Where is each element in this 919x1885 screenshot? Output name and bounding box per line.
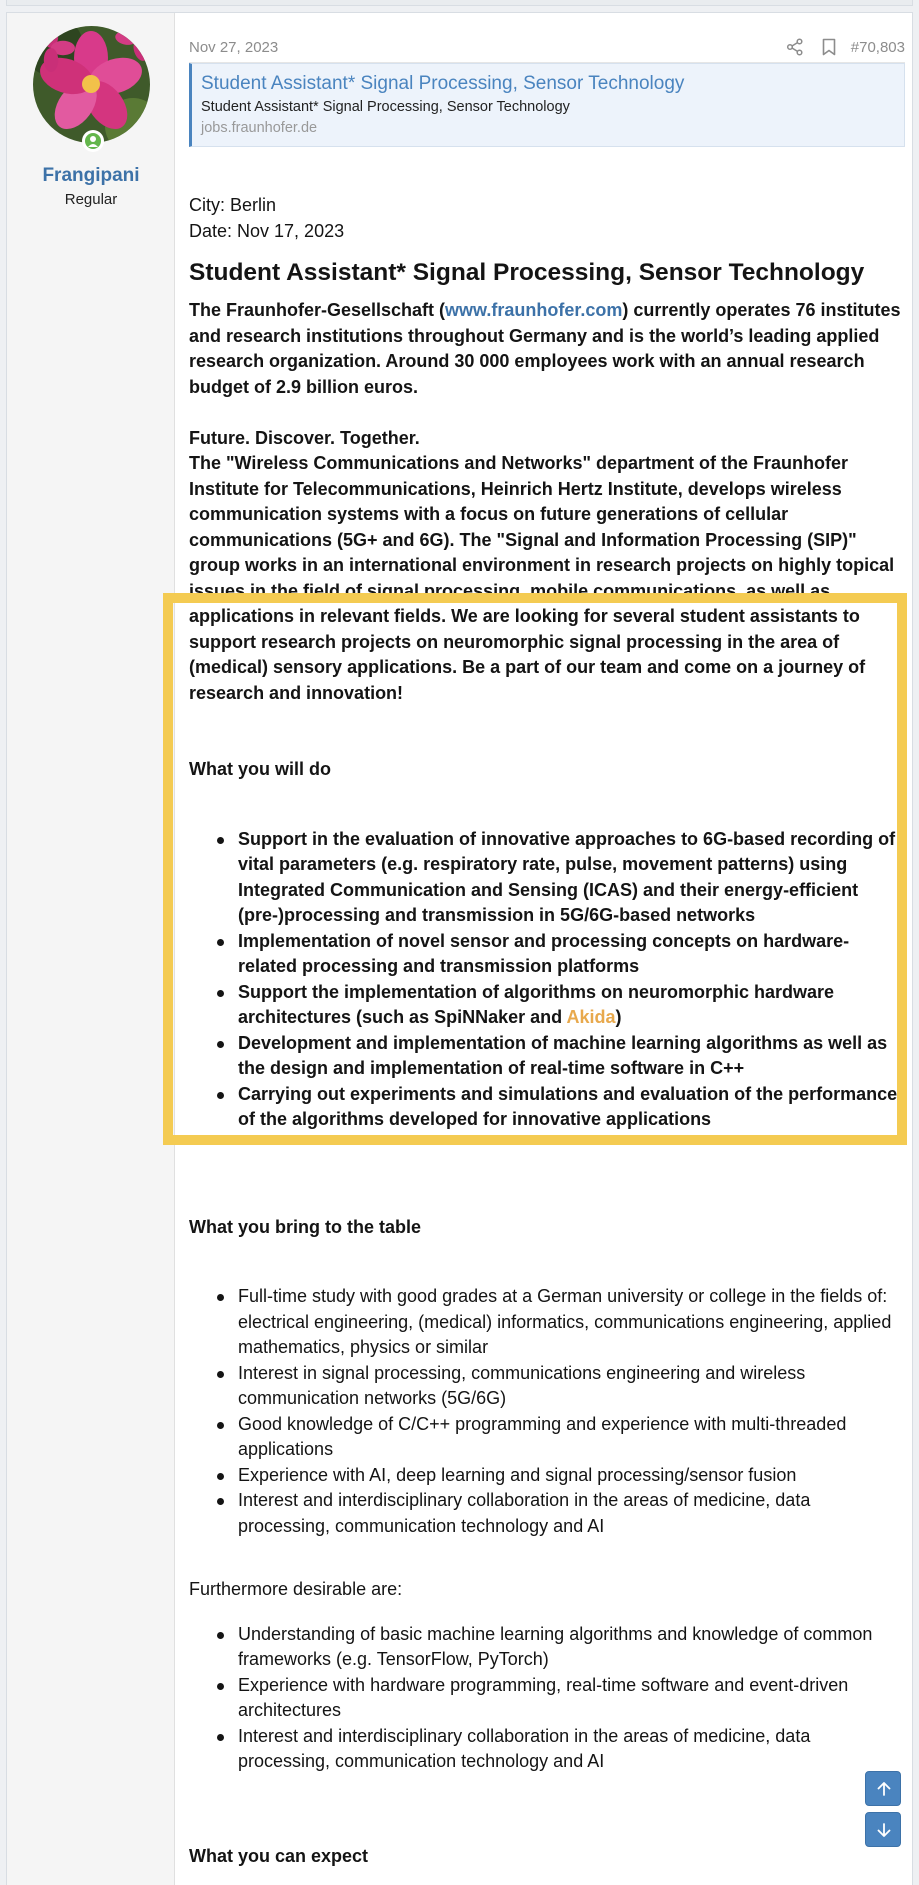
section-heading-bring: What you bring to the table	[189, 1216, 421, 1237]
list-item	[189, 980, 905, 1031]
bookmark-icon[interactable]	[821, 38, 837, 56]
job-heading: Student Assistant* Signal Processing, Sensor Technology	[189, 259, 865, 286]
intro-paragraph	[189, 298, 905, 400]
tagline: Future. Discover. Together.	[189, 427, 420, 448]
user-info-column	[7, 13, 175, 1885]
link-preview-card[interactable]	[189, 63, 905, 147]
bring-list	[189, 1284, 905, 1539]
online-status-icon	[82, 130, 104, 152]
job-city: City: Berlin	[189, 195, 277, 215]
share-icon[interactable]	[786, 38, 804, 56]
list-item: Interest and interdisciplinary collaboration in the areas of medicine, data processing, communication technology and AI	[189, 1488, 905, 1539]
list-item-text: Support the implementation of algorithms on neuromorphic hardware architectures (such as SpiNNaker and	[238, 981, 835, 1027]
link-preview-description: Student Assistant* Signal Processing, Sensor Technology	[201, 99, 570, 115]
desirable-list	[189, 1622, 905, 1775]
arrow-up-icon	[875, 1780, 893, 1798]
list-item: Interest and interdisciplinary collaboration in the areas of medicine, data processing, communication technology and AI	[189, 1724, 905, 1775]
list-item: Interest in signal processing, communications engineering and wireless communication networks (5G/6G)	[189, 1361, 905, 1412]
scroll-to-top-button[interactable]	[865, 1771, 901, 1806]
section-heading-expect: What you can expect	[189, 1845, 369, 1866]
post-meta-bar	[189, 27, 905, 63]
post-number-link[interactable]: #70,803	[850, 39, 905, 56]
intro-text-end: ) currently operates 76 institutes and research institutions throughout Germany and is the world’s leading applied research organization. Around 30 000 employees work with an annual research budget of 2.9 billion euros.	[189, 300, 901, 397]
arrow-down-icon	[875, 1821, 893, 1839]
list-item: Implementation of novel sensor and processing concepts on hardware-related processing and transmission platforms	[189, 929, 905, 980]
list-item: Development and implementation of machine learning algorithms as well as the design and implementation of real-time software in C++	[189, 1031, 905, 1082]
link-preview-title[interactable]: Student Assistant* Signal Processing, Sensor Technology	[201, 73, 685, 94]
link-preview-domain: jobs.fraunhofer.de	[201, 120, 318, 136]
intro-text-start: The Fraunhofer-Gesellschaft (	[189, 300, 446, 320]
post-date[interactable]: Nov 27, 2023	[189, 39, 279, 56]
previous-post-edge	[6, 0, 913, 6]
job-date: Date: Nov 17, 2023	[189, 220, 345, 241]
department-paragraph: The "Wireless Communications and Networks" department of the Fraunhofer Institute for Telecommunications, Heinrich Hertz Institute, develops wireless communication systems with a focus on future generations of cellular communications (5G+ and 6G). The "Signal and Information Processing (SIP)" group works in an international environment in research projects on highly topical issues in the field of signal processing, mobile communications, as well as applications in relevant fields. We are looking for several student assistants to support research projects on neuromorphic signal processing in the area of (medical) sensory applications. Be a part of our team and come on a journey of research and innovation!	[189, 453, 895, 703]
avatar[interactable]	[33, 26, 150, 143]
user-title: Regular	[64, 191, 118, 208]
list-item: Carrying out experiments and simulations and evaluation of the performance of the algorithms developed for innovative applications	[189, 1082, 905, 1133]
list-item: Understanding of basic machine learning algorithms and knowledge of common frameworks (e.g. TensorFlow, PyTorch)	[189, 1622, 905, 1673]
section-heading-desirable: Furthermore desirable are:	[189, 1579, 403, 1599]
section-heading-do: What you will do	[189, 759, 331, 779]
forum-post	[6, 12, 913, 1885]
list-item: Experience with hardware programming, real-time software and event-driven architectures	[189, 1673, 905, 1724]
do-list	[189, 827, 905, 1133]
list-item-text: )	[615, 1007, 622, 1027]
list-item: Support in the evaluation of innovative approaches to 6G-based recording of vital parameters (e.g. respiratory rate, pulse, movement patterns) using Integrated Communication and Sensing (ICAS) and their energy-efficient (pre-)processing and transmission in 5G/6G-based networks	[189, 827, 905, 929]
frangipani-flower-image	[33, 26, 150, 143]
list-item: Good knowledge of C/C++ programming and experience with multi-threaded applications	[189, 1412, 905, 1463]
username-link[interactable]: Frangipani	[42, 165, 140, 186]
list-item: Experience with AI, deep learning and signal processing/sensor fusion	[189, 1463, 905, 1489]
post-body	[189, 193, 905, 1869]
list-item: Full-time study with good grades at a German university or college in the fields of: electrical engineering, (medical) informatics, communications engineering, applied mathematics, physics or similar	[189, 1284, 905, 1361]
akida-link[interactable]: Akida	[566, 1007, 616, 1027]
fraunhofer-link[interactable]: www.fraunhofer.com	[445, 300, 623, 320]
scroll-to-bottom-button[interactable]	[865, 1812, 901, 1847]
